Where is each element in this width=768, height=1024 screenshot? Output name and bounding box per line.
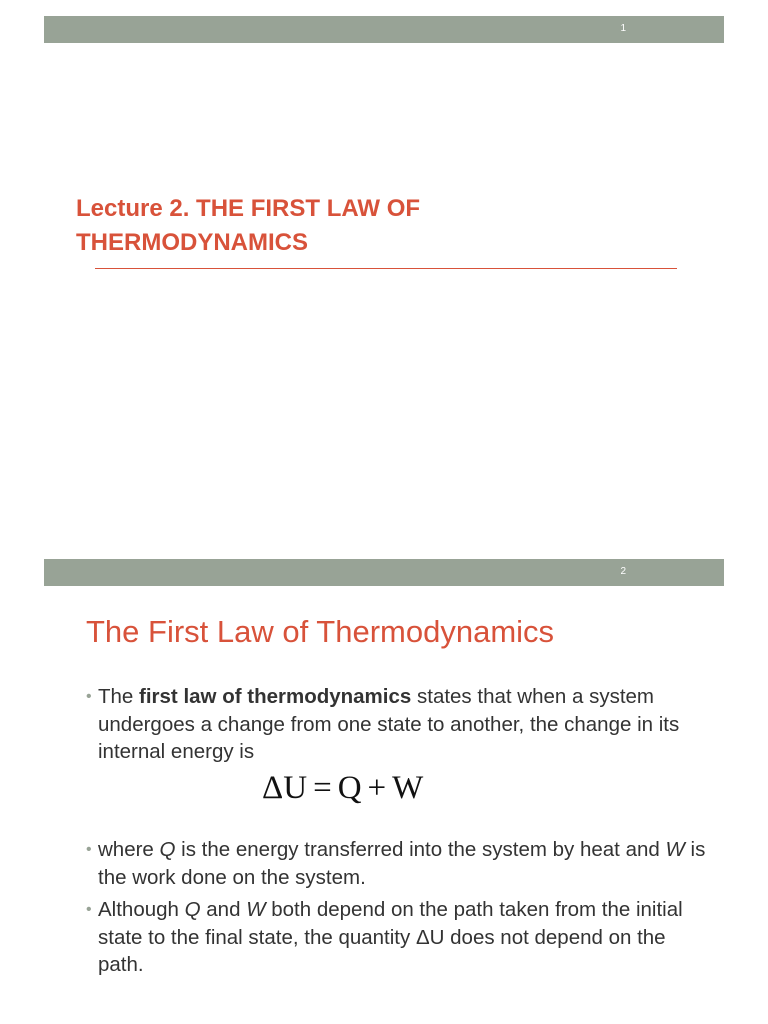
bullet-text-part: is the work done on the system. — [98, 838, 706, 889]
slide-header-bar — [44, 16, 724, 43]
bullet-text-part: both depend on the path taken from the initial state to the final state, the quantity ΔU does not depend on the path. — [98, 898, 683, 976]
var-q: Q — [184, 898, 201, 921]
var-w: W — [246, 898, 266, 921]
first-law-equation — [262, 770, 423, 807]
equation-w: W — [392, 770, 424, 806]
bullet-dot-icon: • — [86, 841, 92, 858]
var-q: Q — [159, 838, 176, 861]
lecture-title — [76, 192, 676, 260]
equation-plus: + — [367, 770, 387, 806]
bullet-dot-icon: • — [86, 688, 92, 705]
equation-q: Q — [337, 770, 362, 806]
bullet-text-bold: first law of thermodynamics — [139, 685, 412, 708]
bullet-text-post: states that when a system undergoes a change from one state to another, the change in its internal energy is — [98, 685, 680, 763]
slide-heading: The First Law of Thermodynamics — [86, 614, 555, 649]
var-w: W — [665, 838, 685, 861]
equation-equals: = — [313, 770, 332, 806]
bullet-text-part: and — [200, 898, 247, 921]
lecture-title-line1: Lecture 2. THE FIRST LAW OF — [76, 195, 421, 222]
bullet-text — [98, 683, 706, 766]
bullet-definitions — [86, 836, 706, 891]
bullet-text-part: Although — [98, 898, 185, 921]
bullet-dot-icon: • — [86, 901, 92, 918]
bullet-text — [98, 836, 706, 891]
title-divider — [95, 268, 677, 269]
lecture-title-line2: THERMODYNAMICS — [76, 229, 308, 256]
bullet-text-part: where — [98, 838, 160, 861]
slide-header-bar — [44, 559, 724, 586]
equation-lhs: ΔU — [262, 770, 308, 806]
slide-number: 1 — [620, 23, 626, 34]
bullet-text-pre: The — [98, 685, 140, 708]
bullet-path-independence — [86, 896, 706, 979]
slide-number: 2 — [620, 566, 626, 577]
bullet-text-part: is the energy transferred into the system by heat and — [175, 838, 666, 861]
bullet-text — [98, 896, 706, 979]
bullet-first-law — [86, 683, 706, 766]
